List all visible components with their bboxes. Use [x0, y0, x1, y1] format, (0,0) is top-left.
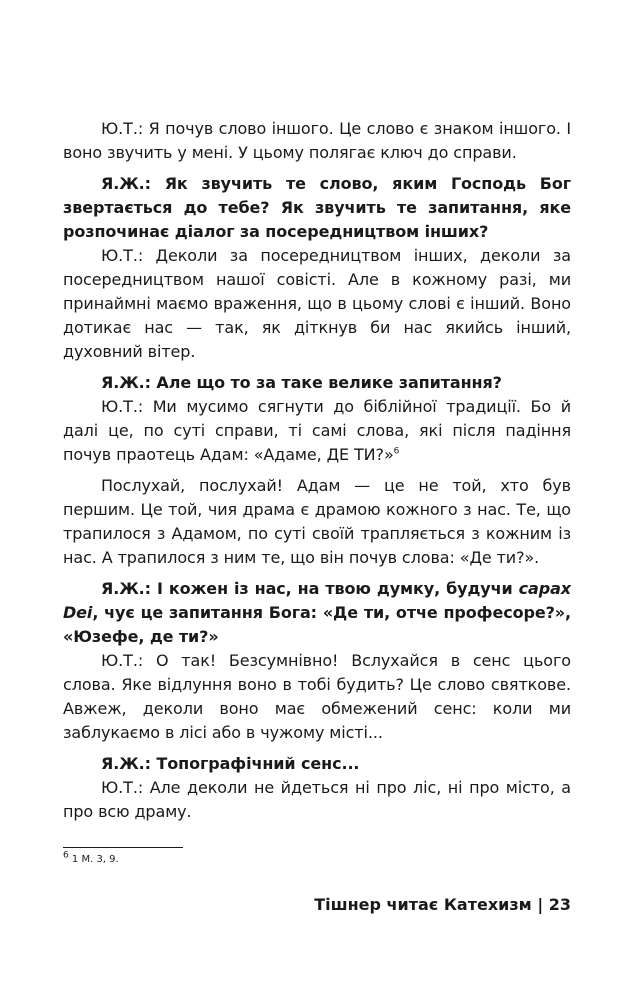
- answer-paragraph: Ю.Т.: О так! Безсумнівно! Вслухайся в сенс цього слова. Яке відлуння воно в тобі будить? Це слово святкове. Авжеж, деколи воно має обмежений сенс: коли ми заблукаємо в лісі або в чужому місті...: [63, 651, 571, 742]
- running-footer: Тішнер читає Катехизм | 23: [314, 895, 571, 914]
- footnote-mark: 6: [63, 850, 69, 861]
- answer-paragraph: [63, 395, 571, 467]
- latin-term: capax Dei: [63, 579, 571, 622]
- question-text-before: Я.Ж.: І кожен із нас, на твою думку, будучи: [101, 579, 519, 598]
- question-paragraph: Я.Ж.: Топографічний сенс...: [101, 754, 360, 773]
- question-paragraph: [63, 577, 571, 649]
- answer-paragraph: Ю.Т.: Але деколи не йдеться ні про ліс, ні про місто, а про всю драму.: [63, 778, 571, 821]
- answer-text: Ю.Т.: Ми мусимо сягнути до біблійної традиції. Бо й далі це, по суті справи, ті самі слова, які після падіння почув праотець Адам: «Адаме, ДЕ ТИ?»: [63, 397, 571, 464]
- question-text-after: , чує це запитання Бога: «Де ти, отче професоре?», «Юзефе, де ти?»: [63, 603, 571, 646]
- footnote-text: 1 М. 3, 9.: [68, 854, 119, 865]
- footnote-reference: 6: [393, 446, 400, 457]
- question-paragraph: Я.Ж.: Але що то за таке велике запитання?: [101, 373, 502, 392]
- page-body: [63, 117, 571, 824]
- answer-continuation-paragraph: Послухай, послухай! Адам — це не той, хто був першим. Це той, чия драма є драмою кожного з нас. Те, що трапилося з Адамом, по суті своїй трапляється з кожним із нас. А трапилося з ним те, що він почув слова: «Де ти?».: [63, 476, 571, 567]
- question-paragraph: Я.Ж.: Як звучить те слово, яким Господь Бог звертається до тебе? Як звучить те запитання, яке розпочинає діалог за посередництвом інших?: [63, 174, 571, 241]
- answer-paragraph: Ю.Т.: Деколи за посередництвом інших, деколи за посередництвом нашої совісті. Але в кожному разі, ми принаймні маємо враження, що в цьому слові є інший. Воно дотикає нас — так, як діткнув би нас якийсь інший, духовний вітер.: [63, 246, 571, 361]
- answer-paragraph: Ю.Т.: Я почув слово іншого. Це слово є знаком іншого. І воно звучить у мені. У цьому полягає ключ до справи.: [63, 119, 571, 162]
- footnote-divider: [63, 847, 183, 848]
- footnote: [63, 850, 119, 866]
